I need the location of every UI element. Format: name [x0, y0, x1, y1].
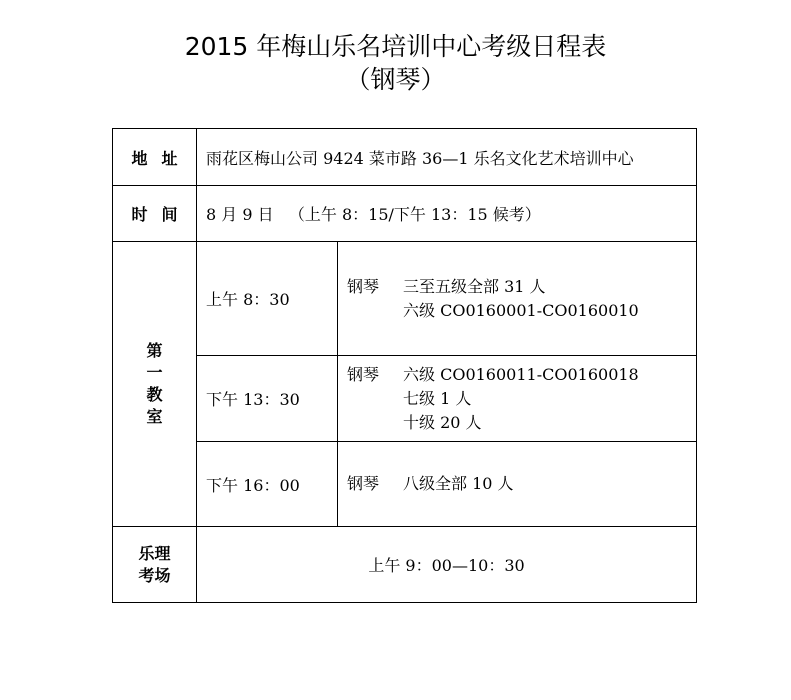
session-time: 下午 13：30 [197, 356, 338, 442]
classroom-label [113, 242, 197, 527]
theory-label [113, 527, 197, 603]
session-item: 六级 CO0160001-CO0160010 [403, 300, 639, 320]
theory-value: 上午 9：00—10：30 [197, 527, 697, 603]
session-item: 六级 CO0160011-CO0160018 [403, 364, 639, 384]
address-value: 雨花区梅山公司 9424 菜市路 36—1 乐名文化艺术培训中心 [197, 129, 697, 186]
theory-row [113, 527, 697, 603]
session-subject: 钢琴 [347, 364, 380, 384]
classroom-label-char: 室 [146, 407, 163, 426]
session-row-1 [113, 242, 697, 356]
theory-label-line: 乐理 [138, 543, 171, 563]
address-label: 地址 [113, 129, 197, 186]
session-time: 上午 8：30 [197, 242, 338, 356]
session-item: 十级 20 人 [403, 412, 482, 432]
time-row [113, 186, 697, 242]
session-item: 七级 1 人 [403, 388, 472, 408]
address-row [113, 129, 697, 186]
time-value: 8 月 9 日 （上午 8：15/下午 13：15 候考） [197, 186, 697, 242]
session-subject: 钢琴 [347, 276, 380, 296]
session-detail [338, 356, 697, 442]
time-label: 时间 [113, 186, 197, 242]
session-detail [338, 442, 697, 527]
page-subtitle: （钢琴） [345, 65, 446, 94]
session-item: 八级全部 10 人 [403, 474, 514, 493]
session-time: 下午 16：00 [197, 442, 338, 527]
session-detail [338, 242, 697, 356]
classroom-label-char: 第 [146, 341, 163, 360]
session-item: 三至五级全部 31 人 [403, 276, 546, 296]
theory-label-line: 考场 [138, 565, 171, 585]
schedule-table [112, 128, 697, 603]
page-title: 2015 年梅山乐名培训中心考级日程表 [184, 32, 607, 61]
session-row-3 [113, 442, 697, 527]
classroom-label-char: 一 [146, 363, 163, 382]
session-subject: 钢琴 [347, 474, 380, 493]
classroom-label-char: 教 [146, 385, 163, 404]
session-row-2 [113, 356, 697, 442]
